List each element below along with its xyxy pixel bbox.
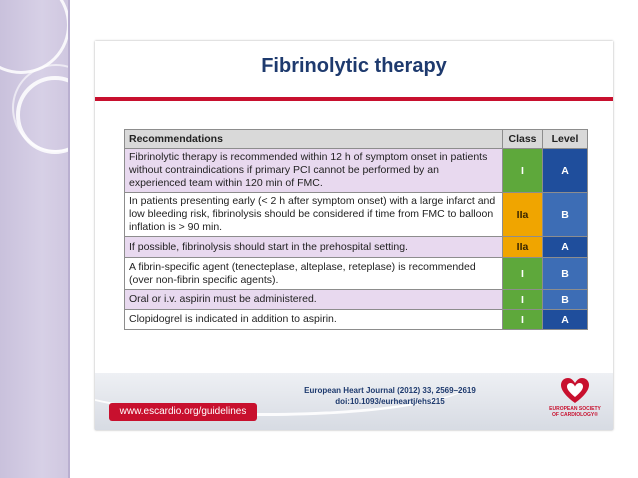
level-cell: B	[543, 193, 588, 237]
band-edge	[68, 0, 70, 478]
level-cell: B	[543, 258, 588, 290]
class-cell: I	[503, 310, 543, 330]
table-row	[125, 193, 588, 237]
table-row	[125, 310, 588, 330]
table-row	[125, 237, 588, 258]
citation-journal: European Heart Journal (2012) 33, 2569–2619	[304, 386, 476, 395]
left-decorative-band	[0, 0, 70, 478]
class-cell: IIa	[503, 237, 543, 258]
class-cell: I	[503, 149, 543, 193]
recommendations-table	[124, 129, 588, 330]
esc-heart-logo-icon	[560, 377, 590, 405]
level-cell: A	[543, 237, 588, 258]
table-row	[125, 258, 588, 290]
citation-doi: doi:10.1093/eurheartj/ehs215	[335, 397, 445, 406]
recommendation-text: In patients presenting early (< 2 h after symptom onset) with a large infarct and low bleeding risk, fibrinolysis should be considered if time from FMC to balloon inflation is > 90 min.	[125, 193, 503, 237]
recommendation-text: A fibrin-specific agent (tenecteplase, alteplase, reteplase) is recommended (over non-fibrin specific agents).	[125, 258, 503, 290]
class-cell: IIa	[503, 193, 543, 237]
decorative-circle	[16, 76, 94, 154]
esc-logo-text: EUROPEAN SOCIETY OF CARDIOLOGY®	[549, 406, 601, 418]
class-cell: I	[503, 290, 543, 310]
header-level: Level	[543, 130, 588, 149]
citation	[285, 385, 495, 407]
recommendation-text: If possible, fibrinolysis should start in the prehospital setting.	[125, 237, 503, 258]
recommendation-text: Fibrinolytic therapy is recommended within 12 h of symptom onset in patients without contraindications if primary PCI cannot be performed by an experienced team within 120 min of FMC.	[125, 149, 503, 193]
table-header-row	[125, 130, 588, 149]
table-row	[125, 290, 588, 310]
class-cell: I	[503, 258, 543, 290]
recommendation-text: Oral or i.v. aspirin must be administered.	[125, 290, 503, 310]
decorative-circle	[0, 0, 70, 74]
level-cell: A	[543, 149, 588, 193]
recommendation-text: Clopidogrel is indicated in addition to aspirin.	[125, 310, 503, 330]
slide-title: Fibrinolytic therapy	[261, 55, 447, 77]
level-cell: B	[543, 290, 588, 310]
header-recommendations: Recommendations	[125, 130, 503, 149]
guidelines-link[interactable]: www.escardio.org/guidelines	[109, 403, 257, 421]
table-row	[125, 149, 588, 193]
slide	[95, 41, 613, 430]
level-cell: A	[543, 310, 588, 330]
header-class: Class	[503, 130, 543, 149]
slide-footer	[95, 373, 613, 430]
title-divider	[95, 97, 613, 101]
